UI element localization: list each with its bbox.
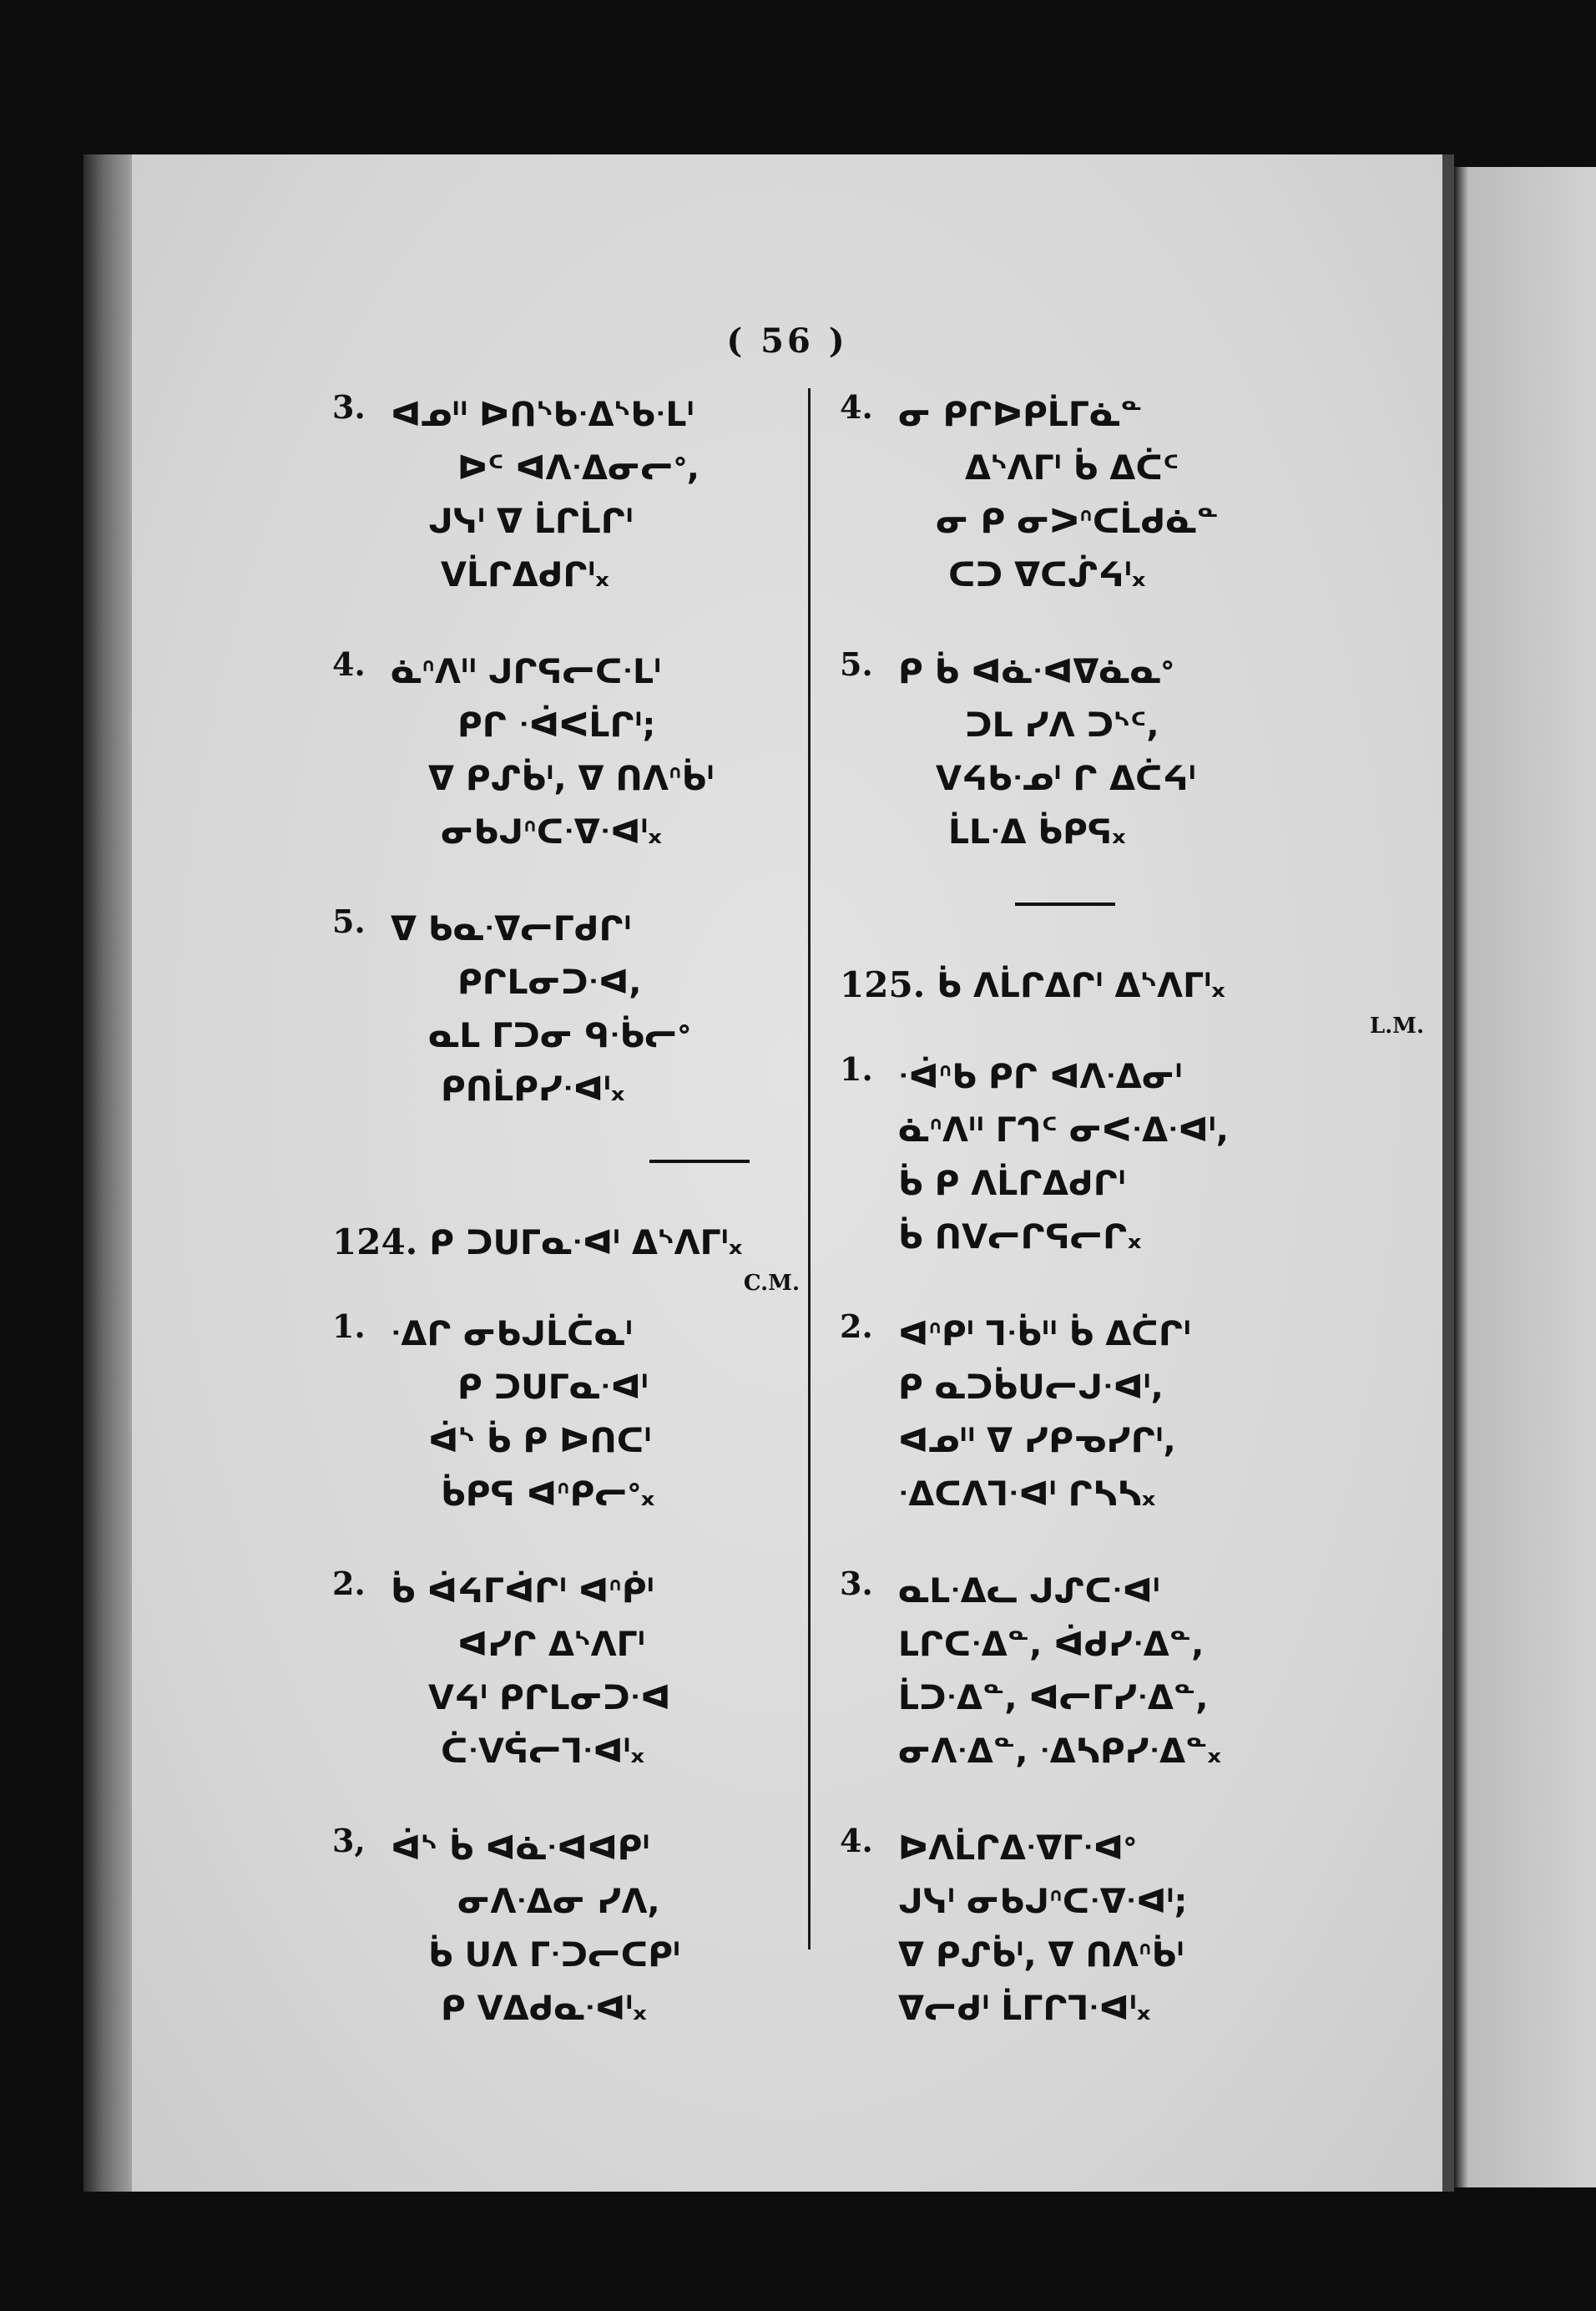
stanza-number: 1. [332, 1307, 366, 1345]
verse-line: ᑕᑐ ᐁᑕᔒᔦᑊₓ [948, 556, 1146, 594]
verse-line: ᐁ ᑭᔑᑳᑊ, ᐁ ᑎᐱᐢᑳᑊ [898, 1936, 1184, 1975]
section-rule [1015, 903, 1115, 906]
verse-line: ᒍᓭᑊ ᐁ ᒫᒋᒫᒋᑊ [428, 503, 634, 541]
verse-line: ᐊᓯᒋ ᐃᔅᐱᒥᑊ [457, 1626, 645, 1664]
hymn-author: C.M. [743, 1271, 800, 1296]
verse-line: ᐃᔅᐱᒥᑊ ᑳ ᐃᑖᑦ [965, 449, 1179, 488]
verse-line: ᑭ ᑳ ᐊᓈᐧᐊᐁᓈᓇᐤ [898, 653, 1174, 691]
verse-line: ᓈᐢᐱᐦ ᒥᒉᑦ ᓂᐸᐧᐃᐧᐊᑊ, [898, 1111, 1229, 1150]
verse-line: ᑭ ᓇᑐᑳᑌᓕᒍᐧᐊᑊ, [898, 1368, 1164, 1407]
verse-line: ᐯᔦᑊ ᑭᒋᒪᓂᑐᐧᐊ [428, 1679, 671, 1717]
verse-line: ᐋᔅ ᑳ ᐊᓈᐧᐊᐊᑭᑊ [391, 1829, 650, 1868]
verse-line: ᑳ ᑭ ᐱᒫᒋᐃᑯᒋᑊ [898, 1165, 1126, 1203]
verse-line: ᓇᒪ ᒥᑐᓂ ᑫᐧᑳᓕᐤ [428, 1017, 691, 1055]
stanza-number: 3. [840, 1565, 873, 1602]
verse-line: ᑭᑎᒫᑭᓯᐧᐊᑊₓ [441, 1070, 625, 1109]
verse-line: ᐁ ᑲᓇᐧᐁᓕᒥᑯᒋᑊ [391, 910, 632, 948]
right-column [840, 388, 1424, 2079]
stanza [332, 1307, 800, 1521]
stanza-number: 3, [332, 1822, 366, 1859]
stanza [332, 1822, 800, 2035]
hymn-author: L.M. [1369, 1014, 1424, 1039]
verse-line: ᐊᓄᐦ ᐁ ᓯᑭᓀᓯᒋᑊ, [898, 1422, 1176, 1460]
verse-line: ᐧᐃᒋ ᓂᑲᒍᒫᑖᓇᑊ [391, 1315, 634, 1353]
stanza-number: 1. [840, 1050, 873, 1088]
verse-line: ᑳ ᑎᐯᓕᒋᕋᓕᒋₓ [898, 1218, 1142, 1257]
book-spine [83, 154, 135, 2192]
facing-page-edge [1454, 167, 1596, 2187]
stanza [840, 1050, 1424, 1264]
verse-line: ᐊᓄᐦ ᐅᑎᔅᑲᐧᐃᔅᑲᐧᒪᑊ [391, 396, 694, 434]
stanza [840, 1565, 1424, 1778]
verse-line: ᑳ ᑌᐱ ᒥᐧᑐᓕᑕᑭᑊ [428, 1936, 681, 1975]
verse-line: ᐧᐋᐢᑲ ᑭᒋ ᐊᐱᐧᐃᓂᑊ [898, 1058, 1183, 1096]
column-divider [808, 388, 811, 1949]
stanza [332, 1565, 800, 1778]
stanza-number: 2. [840, 1307, 873, 1345]
verse-line: ᑐᒪ ᓯᐱ ᑐᔅᑦ, [965, 706, 1159, 745]
page-number: ( 56 ) [726, 321, 848, 361]
stanza-number: 3. [332, 388, 366, 426]
verse-line: ᐅᐱᒫᒋᐃᐧᐁᒥᐧᐊᐤ [898, 1829, 1137, 1868]
stanza-number: 5. [332, 903, 366, 940]
stanza-number: 5. [840, 645, 873, 683]
stanza [840, 1307, 1424, 1521]
verse-line: ᓂᐱᐧᐃᓂ ᓯᐱ, [457, 1883, 660, 1921]
verse-line: ᑭ ᑐᑌᒥᓇᐧᐊᑊ [457, 1368, 649, 1407]
stanza [332, 903, 800, 1116]
left-column [332, 388, 800, 2079]
hymn-number: 125. [840, 964, 926, 1005]
verse-line: ᐁᓕᑯᑊ ᒫᒥᒋᒣᐧᐊᑊₓ [898, 1990, 1151, 2028]
section-rule [649, 1160, 750, 1163]
verse-line: ᓂ ᑭ ᓂᐳᐢᑕᒫᑯᓈᓐ [936, 503, 1219, 541]
verse-line: ᐋᔅ ᑳ ᑭ ᐅᑎᑕᑊ [428, 1422, 652, 1460]
stanza-number: 4. [840, 1822, 873, 1859]
verse-line: ᓂᐱᐧᐃᓐ, ᐧᐃᓴᑭᓯᐧᐃᓐₓ [898, 1732, 1222, 1771]
verse-line: ᐯᒫᒋᐃᑯᒋᑊₓ [441, 556, 609, 594]
verse-line: ᓂ ᑭᒋᐅᑭᒫᒥᓈᓐ [898, 396, 1143, 434]
hymn-heading [840, 964, 1424, 1005]
verse-line: ᒫᒪᐧᐃ ᑳᑭᕋₓ [948, 813, 1126, 852]
verse-line: ᑭ ᐯᐃᑯᓇᐧᐊᑊₓ [441, 1990, 647, 2028]
verse-line: ᑳᑭᕋ ᐊᐢᑭᓕᐤₓ [441, 1475, 655, 1514]
hymn-title: ᑭ ᑐᑌᒥᓇᐧᐊᑊ ᐃᔅᐱᒥᑊₓ [429, 1224, 743, 1262]
verse-line: ᐯᔦᑲᐧᓄᑊ ᒋ ᐃᑖᔦᑊ [936, 760, 1196, 798]
stanza [332, 645, 800, 859]
verse-line: ᐅᑦ ᐊᐱᐧᐃᓂᓕᐤ, [457, 449, 700, 488]
verse-line: ᒫᑐᐧᐃᓐ, ᐊᓕᒥᓯᐧᐃᓐ, [898, 1679, 1209, 1717]
stanza [840, 388, 1424, 602]
stanza [840, 645, 1424, 859]
verse-line: ᓈᐢᐱᐦ ᒍᒋᕋᓕᑕᐧᒪᑊ [391, 653, 662, 691]
verse-line: ᑭᒋ ᐧᐋᐸᒫᒋᑊ; [457, 706, 656, 745]
verse-line: ᑳ ᐋᔦᒥᐋᒋᑊ ᐊᐢᑮᑊ [391, 1572, 654, 1611]
hymn-heading [332, 1221, 800, 1262]
hymn-number: 124. [332, 1221, 418, 1262]
book-page [132, 154, 1454, 2192]
verse-line: ᓇᒪᐧᐃᓚ ᒍᔑᑕᐧᐊᑊ [898, 1572, 1160, 1611]
verse-line: ᐧᐃᑕᐱᒣᐧᐊᑊ ᒋᓴᓴₓ [898, 1475, 1156, 1514]
verse-line: ᑭᒋᒪᓂᑐᐧᐊ, [457, 963, 642, 1002]
verse-line: ᒍᓭᑊ ᓂᑲᒍᐢᑕᐧᐁᐧᐊᑊ; [898, 1883, 1188, 1921]
verse-line: ᐊᐢᑭᑊ ᒣᐧᑳᐦ ᑳ ᐃᑖᒋᑊ [898, 1315, 1191, 1353]
stanza-number: 4. [332, 645, 366, 683]
stanza [332, 388, 800, 602]
verse-line: ᑖᐧᐯᕌᓕᒣᐧᐊᑊₓ [441, 1732, 645, 1771]
stanza [840, 1822, 1424, 2035]
verse-line: ᐁ ᑭᔑᑳᑊ, ᐁ ᑎᐱᐢᑳᑊ [428, 760, 715, 798]
stanza-number: 2. [332, 1565, 366, 1602]
verse-line: ᒪᒋᑕᐧᐃᓐ, ᐋᑯᓯᐧᐃᓐ, [898, 1626, 1205, 1664]
hymn-title: ᑳ ᐱᒫᒋᐃᒋᑊ ᐃᔅᐱᒥᑊₓ [937, 967, 1225, 1005]
stanza-number: 4. [840, 388, 873, 426]
verse-line: ᓂᑲᒍᐢᑕᐧᐁᐧᐊᑊₓ [441, 813, 662, 852]
